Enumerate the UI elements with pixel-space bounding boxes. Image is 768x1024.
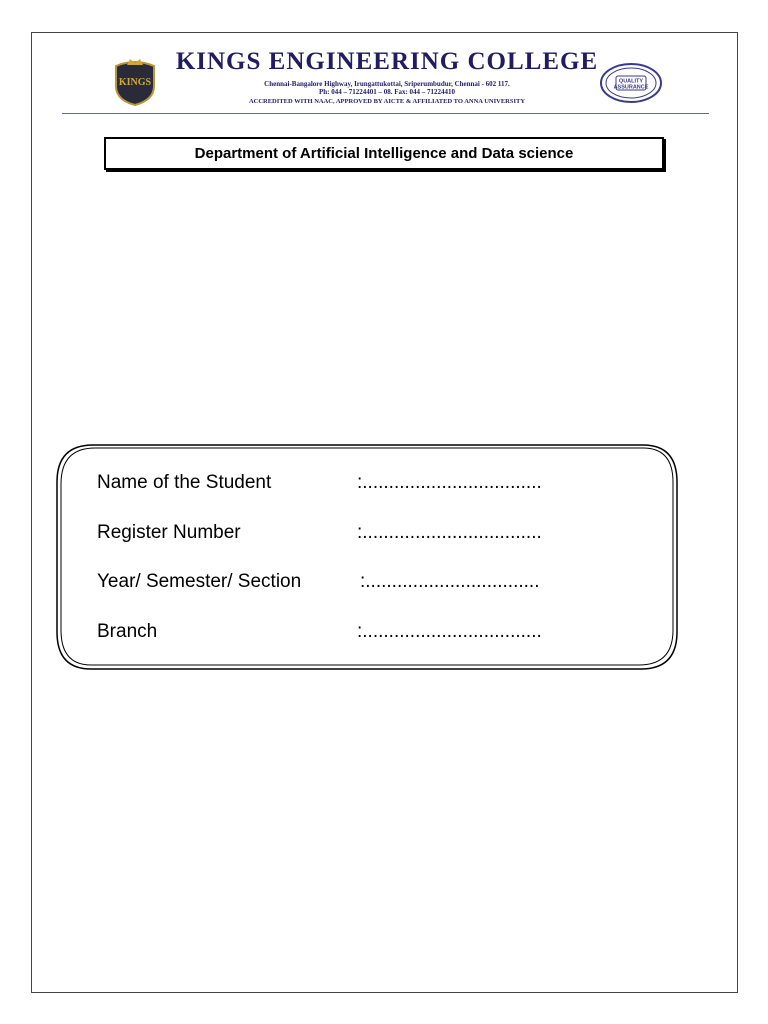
crown-shield-logo-icon xyxy=(106,56,164,106)
year-semester-section-label: Year/ Semester/ Section xyxy=(97,571,302,592)
svg-text:ASSURANCE: ASSURANCE xyxy=(613,84,649,91)
college-name: KINGS ENGINEERING COLLEGE xyxy=(175,48,599,75)
year-semester-section-field: :................................. xyxy=(360,571,540,592)
college-address: Chennai-Bangalore Highway, Irungattukottai, Sriperumbudur, Chennai - 602 117. xyxy=(264,80,510,88)
register-number-field: :.................................. xyxy=(357,522,542,543)
college-phone: Ph: 044 – 71224401 – 08. Fax: 044 – 71224410 xyxy=(318,88,456,96)
branch-field: :.................................. xyxy=(357,621,542,642)
letterhead-divider xyxy=(62,113,709,114)
register-number-label: Register Number xyxy=(97,522,241,543)
logo-text: KINGS xyxy=(118,77,152,88)
quality-assurance-seal-icon xyxy=(599,62,663,104)
college-letterhead xyxy=(62,48,709,114)
student-name-label: Name of the Student xyxy=(97,472,272,493)
department-title: Department of Artificial Intelligence and Data science xyxy=(104,137,664,170)
student-name-field: :.................................. xyxy=(357,472,542,493)
student-details-box xyxy=(55,444,679,670)
college-accreditation: ACCREDITED WITH NAAC, APPROVED BY AICTE & AFFILIATED TO ANNA UNIVERSITY xyxy=(248,98,526,105)
branch-label: Branch xyxy=(97,621,158,642)
svg-text:QUALITY: QUALITY xyxy=(618,78,644,85)
